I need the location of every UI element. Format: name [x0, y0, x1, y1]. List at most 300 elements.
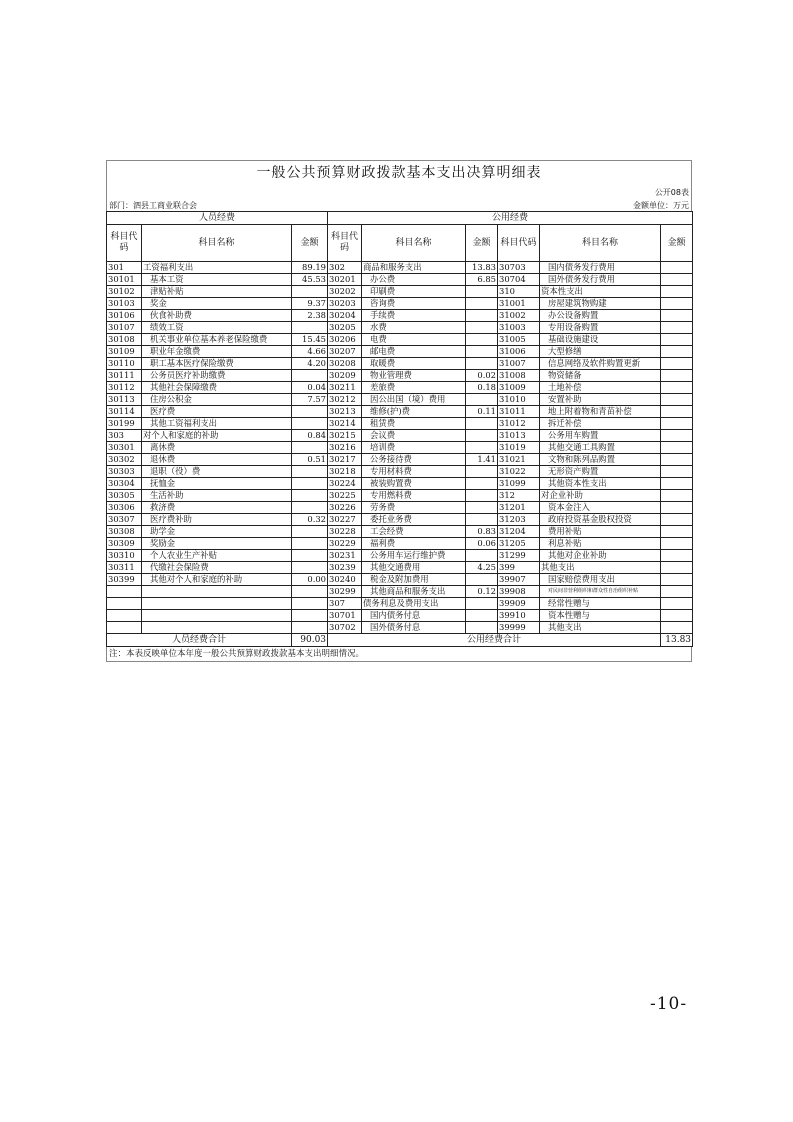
table-row [107, 478, 693, 490]
row-name: 资本性支出 [540, 286, 661, 298]
row-amount [661, 382, 693, 394]
row-name: 抚恤金 [142, 478, 292, 490]
table-row [107, 622, 693, 634]
row-amount: 13.83 [466, 262, 498, 274]
row-code: 30113 [107, 394, 142, 406]
row-amount: 0.11 [466, 406, 498, 418]
row-name: 国内债务发行费用 [540, 262, 661, 274]
table-row [107, 310, 693, 322]
row-code: 30225 [328, 490, 362, 502]
row-amount [292, 442, 328, 454]
table-row [107, 586, 693, 598]
row-amount [292, 550, 328, 562]
row-name: 公务用车运行维护费 [362, 550, 466, 562]
row-code [107, 586, 142, 598]
row-amount [466, 574, 498, 586]
row-code: 30203 [328, 298, 362, 310]
row-name: 邮电费 [362, 346, 466, 358]
row-name: 债务利息及费用支出 [362, 598, 466, 610]
row-amount [661, 334, 693, 346]
row-name: 商品和服务支出 [362, 262, 466, 274]
row-amount: 0.51 [292, 454, 328, 466]
row-code: 31010 [498, 394, 540, 406]
row-code: 30212 [328, 394, 362, 406]
row-name: 无形资产购置 [540, 466, 661, 478]
row-amount [466, 394, 498, 406]
row-amount [292, 490, 328, 502]
row-amount [292, 418, 328, 430]
row-code: 31204 [498, 526, 540, 538]
row-code: 30201 [328, 274, 362, 286]
row-name: 水费 [362, 322, 466, 334]
row-amount [466, 430, 498, 442]
row-code: 31009 [498, 382, 540, 394]
table-row [107, 562, 693, 574]
row-name: 奖金 [142, 298, 292, 310]
row-name: 文物和陈列品购置 [540, 454, 661, 466]
row-name: 国家赔偿费用支出 [540, 574, 661, 586]
row-name: 政府投资基金股权投资 [540, 514, 661, 526]
row-code: 30102 [107, 286, 142, 298]
row-name: 基础设施建设 [540, 334, 661, 346]
table-row [107, 358, 693, 370]
row-name: 手续费 [362, 310, 466, 322]
row-name: 救济费 [142, 502, 292, 514]
section-public: 公用经费 [328, 212, 693, 225]
row-name: 个人农业生产补贴 [142, 550, 292, 562]
row-code: 31006 [498, 346, 540, 358]
row-code: 30114 [107, 406, 142, 418]
row-code: 30213 [328, 406, 362, 418]
row-code: 303 [107, 430, 142, 442]
section-personnel: 人员经费 [107, 212, 328, 225]
row-code: 30109 [107, 346, 142, 358]
row-amount: 0.32 [292, 514, 328, 526]
row-name: 机关事业单位基本养老保险缴费 [142, 334, 292, 346]
row-name [142, 586, 292, 598]
row-amount: 9.37 [292, 298, 328, 310]
row-name: 利息补贴 [540, 538, 661, 550]
table-meta [106, 185, 692, 211]
row-amount: 4.25 [466, 562, 498, 574]
department-label: 部门：泗县工商业联合会 [109, 201, 197, 210]
table-row [107, 490, 693, 502]
row-code: 30303 [107, 466, 142, 478]
table-row [107, 322, 693, 334]
header-name: 科目名称 [362, 225, 466, 262]
header-amount: 金额 [661, 225, 693, 262]
row-code: 30309 [107, 538, 142, 550]
row-code: 31002 [498, 310, 540, 322]
row-amount [292, 370, 328, 382]
row-amount [466, 478, 498, 490]
row-code: 30701 [328, 610, 362, 622]
row-amount [292, 538, 328, 550]
row-code: 30205 [328, 322, 362, 334]
row-code: 30224 [328, 478, 362, 490]
row-code: 30227 [328, 514, 362, 526]
row-name: 绩效工资 [142, 322, 292, 334]
table-row [107, 514, 693, 526]
table-row [107, 274, 693, 286]
row-code: 30215 [328, 430, 362, 442]
table-row [107, 550, 693, 562]
row-code: 30202 [328, 286, 362, 298]
row-name: 专用设备购置 [540, 322, 661, 334]
row-amount [661, 562, 693, 574]
row-amount [661, 418, 693, 430]
header-name: 科目名称 [142, 225, 292, 262]
row-code: 301 [107, 262, 142, 274]
row-code: 302 [328, 262, 362, 274]
row-code: 30111 [107, 370, 142, 382]
row-amount: 4.66 [292, 346, 328, 358]
row-code: 30703 [498, 262, 540, 274]
row-code: 30228 [328, 526, 362, 538]
total-personnel-label: 人员经费合计 [107, 634, 292, 647]
row-amount [292, 466, 328, 478]
expenditure-table [106, 211, 693, 647]
table-row [107, 610, 693, 622]
row-name [142, 598, 292, 610]
row-amount: 4.20 [292, 358, 328, 370]
row-name: 信息网络及软件购置更新 [540, 358, 661, 370]
row-code: 30310 [107, 550, 142, 562]
row-name: 其他工资福利支出 [142, 418, 292, 430]
row-code: 30110 [107, 358, 142, 370]
row-name: 职业年金缴费 [142, 346, 292, 358]
row-code: 30214 [328, 418, 362, 430]
row-name: 印刷费 [362, 286, 466, 298]
row-amount [661, 454, 693, 466]
row-code: 30311 [107, 562, 142, 574]
row-amount: 6.85 [466, 274, 498, 286]
row-name: 办公费 [362, 274, 466, 286]
row-name: 对个人和家庭的补助 [142, 430, 292, 442]
row-amount [466, 310, 498, 322]
page-number: -10- [650, 994, 688, 1014]
row-code: 30199 [107, 418, 142, 430]
row-amount: 0.06 [466, 538, 498, 550]
row-code: 30304 [107, 478, 142, 490]
row-name: 拆迁补偿 [540, 418, 661, 430]
row-name: 办公设备购置 [540, 310, 661, 322]
row-code: 30107 [107, 322, 142, 334]
row-name: 电费 [362, 334, 466, 346]
row-code: 39907 [498, 574, 540, 586]
row-name: 医疗费补助 [142, 514, 292, 526]
row-name: 职工基本医疗保险缴费 [142, 358, 292, 370]
row-name: 取暖费 [362, 358, 466, 370]
table-row [107, 418, 693, 430]
row-name: 资本性赠与 [540, 610, 661, 622]
row-name: 其他资本性支出 [540, 478, 661, 490]
row-code: 30218 [328, 466, 362, 478]
row-amount [466, 298, 498, 310]
row-amount [292, 502, 328, 514]
row-amount [466, 610, 498, 622]
row-amount [661, 598, 693, 610]
row-name: 专用燃料费 [362, 490, 466, 502]
row-name: 土地补偿 [540, 382, 661, 394]
row-amount [661, 394, 693, 406]
row-amount [661, 358, 693, 370]
table-row [107, 502, 693, 514]
table-row [107, 466, 693, 478]
row-code: 30209 [328, 370, 362, 382]
row-amount: 0.12 [466, 586, 498, 598]
row-amount [661, 574, 693, 586]
row-amount: 15.45 [292, 334, 328, 346]
row-amount [292, 610, 328, 622]
row-name: 其他支出 [540, 622, 661, 634]
table-row [107, 370, 693, 382]
total-public-label: 公用经费合计 [328, 634, 661, 647]
row-amount [661, 406, 693, 418]
column-header-row [107, 225, 693, 262]
row-amount [661, 622, 693, 634]
row-amount [661, 442, 693, 454]
row-name: 对企业补助 [540, 490, 661, 502]
total-personnel-amount: 90.03 [292, 634, 328, 647]
row-name: 其他对个人和家庭的补助 [142, 574, 292, 586]
row-name: 差旅费 [362, 382, 466, 394]
row-code [107, 610, 142, 622]
row-amount [661, 346, 693, 358]
table-row [107, 442, 693, 454]
row-name: 其他交通费用 [362, 562, 466, 574]
row-amount [292, 562, 328, 574]
row-code: 30231 [328, 550, 362, 562]
row-code: 31019 [498, 442, 540, 454]
row-name: 对民间非营利组织和群众性自治组织补贴 [540, 586, 661, 598]
row-code: 31201 [498, 502, 540, 514]
row-code: 30399 [107, 574, 142, 586]
row-code: 31005 [498, 334, 540, 346]
row-name: 其他交通工具购置 [540, 442, 661, 454]
row-amount [466, 418, 498, 430]
row-name: 代缴社会保险费 [142, 562, 292, 574]
table-row [107, 598, 693, 610]
row-name: 被装购置费 [362, 478, 466, 490]
row-name [142, 622, 292, 634]
row-amount [466, 334, 498, 346]
row-amount: 0.04 [292, 382, 328, 394]
header-code: 科目代码 [328, 225, 362, 262]
row-name: 委托业务费 [362, 514, 466, 526]
row-code: 31012 [498, 418, 540, 430]
row-code: 30103 [107, 298, 142, 310]
row-name: 公务用车购置 [540, 430, 661, 442]
row-code: 30299 [328, 586, 362, 598]
row-code: 30204 [328, 310, 362, 322]
row-code: 30240 [328, 574, 362, 586]
table-row [107, 262, 693, 274]
row-amount: 7.57 [292, 394, 328, 406]
row-amount [661, 262, 693, 274]
row-code: 31007 [498, 358, 540, 370]
row-code: 30301 [107, 442, 142, 454]
row-code: 30211 [328, 382, 362, 394]
row-amount [292, 478, 328, 490]
row-amount: 0.18 [466, 382, 498, 394]
header-code: 科目代码 [498, 225, 540, 262]
row-name: 伙食补助费 [142, 310, 292, 322]
row-code: 30302 [107, 454, 142, 466]
row-name: 租赁费 [362, 418, 466, 430]
row-amount: 0.00 [292, 574, 328, 586]
row-code: 399 [498, 562, 540, 574]
table-title: 一般公共预算财政拨款基本支出决算明细表 [106, 160, 692, 185]
table-row [107, 454, 693, 466]
row-code: 30239 [328, 562, 362, 574]
row-amount [661, 610, 693, 622]
row-name: 房屋建筑物购建 [540, 298, 661, 310]
row-code: 31299 [498, 550, 540, 562]
row-amount [292, 322, 328, 334]
row-code: 31022 [498, 466, 540, 478]
row-amount [661, 274, 693, 286]
row-code: 39910 [498, 610, 540, 622]
row-amount [661, 586, 693, 598]
row-amount [661, 538, 693, 550]
header-code: 科目代码 [107, 225, 142, 262]
row-name: 基本工资 [142, 274, 292, 286]
header-amount: 金额 [466, 225, 498, 262]
row-amount [466, 550, 498, 562]
row-amount [661, 526, 693, 538]
table-note: 注：本表反映单位本年度一般公共预算财政拨款基本支出明细情况。 [106, 647, 692, 662]
row-code: 30101 [107, 274, 142, 286]
row-amount: 1.41 [466, 454, 498, 466]
row-name: 经常性赠与 [540, 598, 661, 610]
row-name: 劳务费 [362, 502, 466, 514]
table-row [107, 538, 693, 550]
row-code: 39908 [498, 586, 540, 598]
row-code: 30305 [107, 490, 142, 502]
row-code: 30306 [107, 502, 142, 514]
table-row [107, 406, 693, 418]
row-name: 其他社会保障缴费 [142, 382, 292, 394]
row-code: 31205 [498, 538, 540, 550]
row-code: 30229 [328, 538, 362, 550]
row-name: 工资福利支出 [142, 262, 292, 274]
row-amount [661, 478, 693, 490]
row-amount [661, 502, 693, 514]
table-row [107, 346, 693, 358]
row-code: 30207 [328, 346, 362, 358]
row-amount: 0.83 [466, 526, 498, 538]
row-code [107, 598, 142, 610]
form-number: 公开08表 [654, 188, 689, 197]
row-name: 其他商品和服务支出 [362, 586, 466, 598]
row-name: 专用材料费 [362, 466, 466, 478]
row-code [107, 622, 142, 634]
row-amount: 45.53 [292, 274, 328, 286]
row-name: 奖励金 [142, 538, 292, 550]
detail-table-sheet [106, 160, 692, 662]
row-code: 30217 [328, 454, 362, 466]
row-amount [661, 298, 693, 310]
row-name: 其他支出 [540, 562, 661, 574]
row-name: 国内债务付息 [362, 610, 466, 622]
row-name: 费用补贴 [540, 526, 661, 538]
row-name: 工会经费 [362, 526, 466, 538]
row-name: 公务接待费 [362, 454, 466, 466]
row-name: 福利费 [362, 538, 466, 550]
total-public-amount: 13.83 [661, 634, 693, 647]
row-code: 30206 [328, 334, 362, 346]
table-row [107, 286, 693, 298]
row-code: 30226 [328, 502, 362, 514]
row-name: 税金及附加费用 [362, 574, 466, 586]
row-amount [661, 322, 693, 334]
row-amount [292, 586, 328, 598]
row-amount [466, 598, 498, 610]
row-amount [466, 502, 498, 514]
row-amount [661, 550, 693, 562]
row-name: 津贴补贴 [142, 286, 292, 298]
row-code: 312 [498, 490, 540, 502]
row-code: 30216 [328, 442, 362, 454]
row-amount: 2.38 [292, 310, 328, 322]
row-name: 地上附着物和青苗补偿 [540, 406, 661, 418]
row-amount [661, 286, 693, 298]
row-code: 39999 [498, 622, 540, 634]
row-code: 31203 [498, 514, 540, 526]
row-name: 物业管理费 [362, 370, 466, 382]
row-name: 物资储备 [540, 370, 661, 382]
table-row [107, 526, 693, 538]
row-name: 公务员医疗补助缴费 [142, 370, 292, 382]
row-code: 30307 [107, 514, 142, 526]
row-code: 31008 [498, 370, 540, 382]
row-code: 31013 [498, 430, 540, 442]
row-amount [661, 430, 693, 442]
row-name: 咨询费 [362, 298, 466, 310]
row-amount [466, 346, 498, 358]
row-amount [466, 322, 498, 334]
table-row [107, 394, 693, 406]
row-code: 30112 [107, 382, 142, 394]
row-name: 国外债务付息 [362, 622, 466, 634]
row-amount [466, 490, 498, 502]
row-amount [661, 310, 693, 322]
row-code: 31011 [498, 406, 540, 418]
row-amount [466, 442, 498, 454]
row-name: 维修(护)费 [362, 406, 466, 418]
row-amount [292, 622, 328, 634]
amount-unit-label: 金额单位：万元 [633, 201, 689, 210]
header-name: 科目名称 [540, 225, 661, 262]
row-name: 安置补助 [540, 394, 661, 406]
row-amount [466, 286, 498, 298]
totals-row [107, 634, 693, 647]
row-amount: 89.19 [292, 262, 328, 274]
row-amount [466, 514, 498, 526]
row-name: 因公出国（境）费用 [362, 394, 466, 406]
row-name: 其他对企业补助 [540, 550, 661, 562]
row-amount: 0.02 [466, 370, 498, 382]
row-name: 退职（役）费 [142, 466, 292, 478]
row-code: 31003 [498, 322, 540, 334]
header-amount: 金额 [292, 225, 328, 262]
row-name: 培训费 [362, 442, 466, 454]
section-header-row [107, 212, 693, 225]
row-amount [661, 490, 693, 502]
row-code: 31099 [498, 478, 540, 490]
row-code: 30106 [107, 310, 142, 322]
